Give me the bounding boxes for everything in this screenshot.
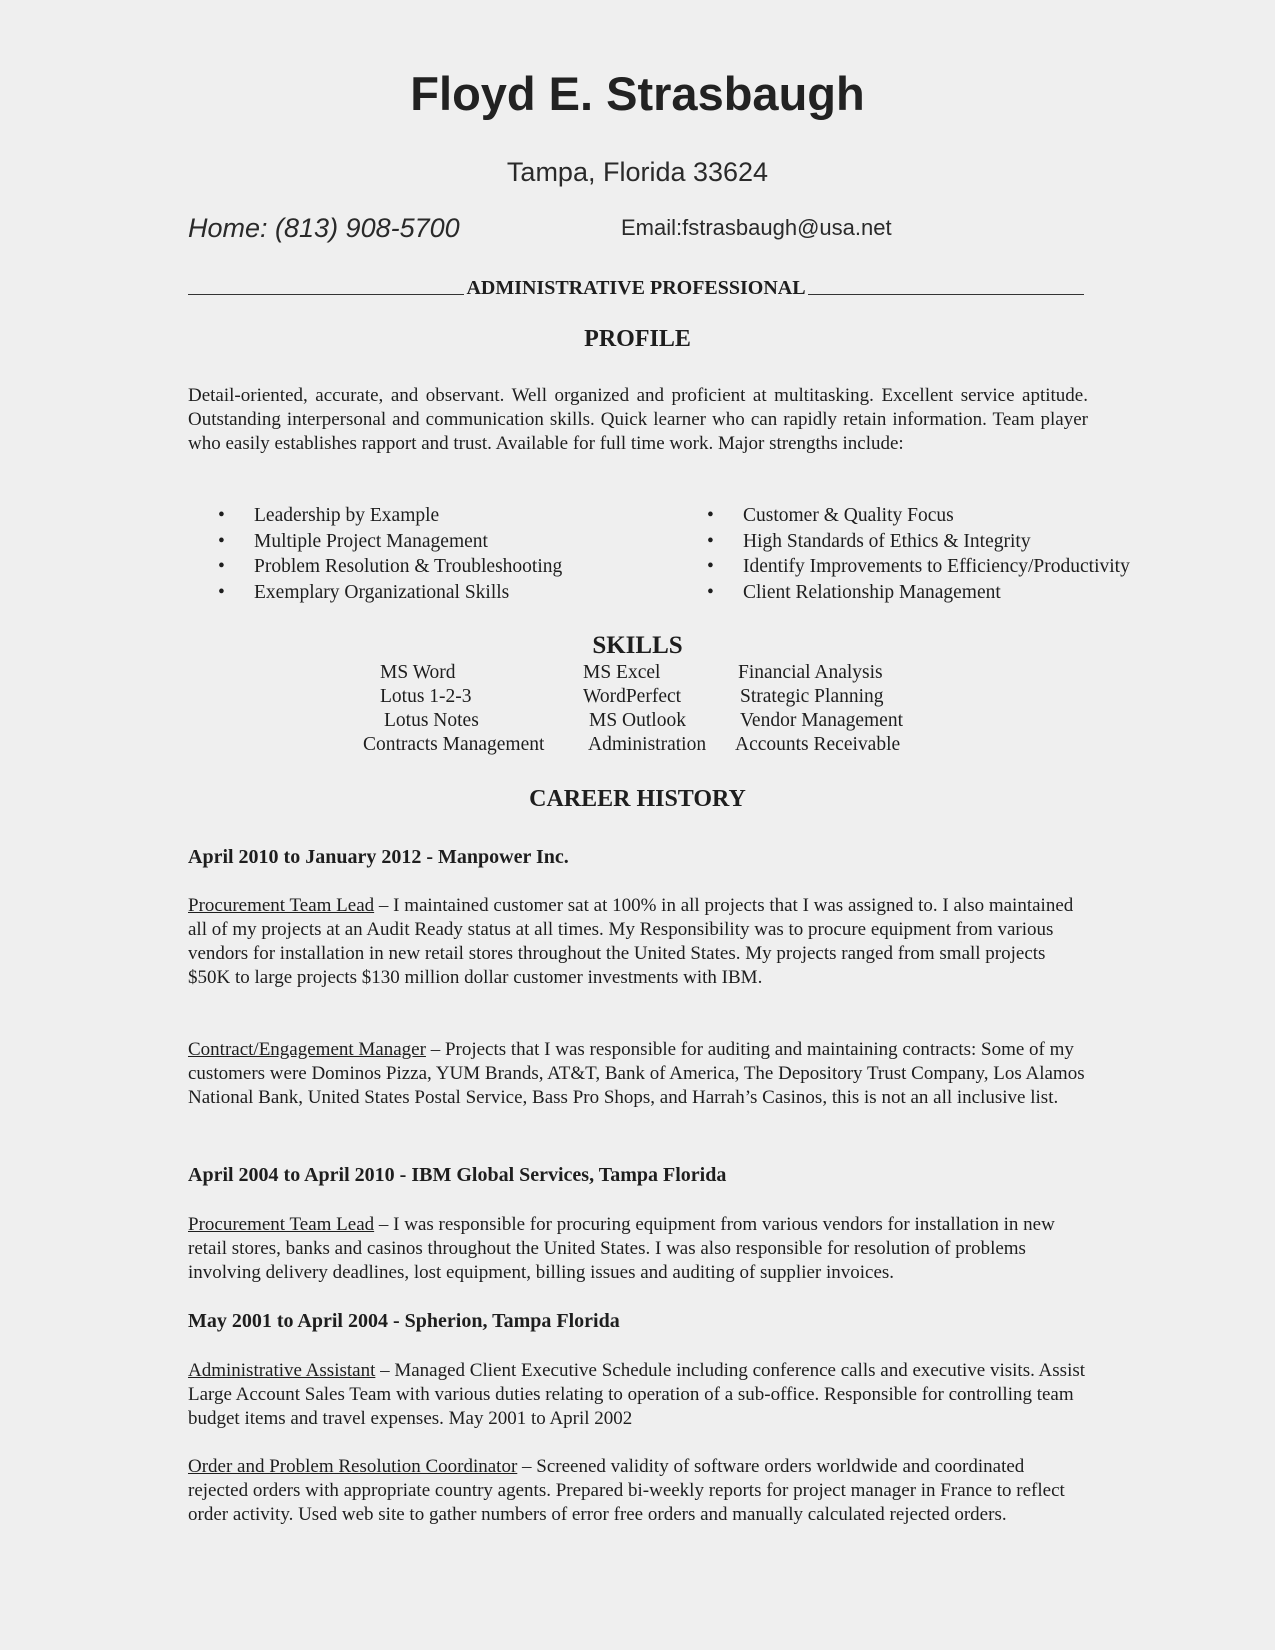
role-description: – I maintained customer sat at 100% in all projects that I was assigned to. I also maintained all of my projects at an Audit Ready status at all times. My Responsibility was to procure equipment from various vendors for installation in new retail stores throughout the United States. My projects ranged from small projects $50K to large projects $130 million dollar customer investments with IBM.: [188, 895, 1074, 988]
skill-item: Contracts Management: [363, 734, 545, 755]
role-description: – I was responsible for procuring equipment from various vendors for installation in new retail stores, banks and casinos throughout the United States. I was also responsible for resolution of problems involving delivery deadlines, lost equipment, billing issues and auditing of supplier invoices.: [188, 1214, 1055, 1283]
banner-title: ADMINISTRATIVE PROFESSIONAL: [466, 277, 806, 299]
role-title: Order and Problem Resolution Coordinator: [188, 1456, 518, 1477]
applicant-phone: Home: (813) 908-5700: [188, 213, 460, 243]
role-title: Administrative Assistant: [188, 1360, 376, 1381]
skill-item: Financial Analysis: [738, 662, 883, 683]
skill-item: Lotus Notes: [384, 710, 479, 731]
list-item: [707, 529, 1130, 555]
list-item: [218, 580, 562, 606]
job-header: April 2004 to April 2010 - IBM Global Services, Tampa Florida: [188, 1164, 727, 1186]
strength-label: Problem Resolution & Troubleshooting: [254, 556, 563, 577]
job-header: April 2010 to January 2012 - Manpower Inc.: [188, 846, 569, 868]
role-title: Procurement Team Lead: [188, 895, 375, 916]
role-entry: [188, 1455, 1088, 1527]
skill-item: Administration: [588, 734, 707, 755]
skills-heading: SKILLS: [592, 632, 683, 659]
role-description: – Managed Client Executive Schedule including conference calls and executive visits. Assist Large Account Sales Team with various duties relating to operation of a sub-office. Responsible for controlling team budget items and travel expenses. May 2001 to April 2002: [188, 1360, 1086, 1429]
career-history-heading: CAREER HISTORY: [529, 786, 746, 812]
bullet-icon: •: [218, 530, 225, 552]
strength-label: Identify Improvements to Efficiency/Productivity: [743, 556, 1130, 577]
strengths-list-right: [707, 503, 1130, 605]
applicant-email: Email:fstrasbaugh@usa.net: [621, 215, 892, 240]
bullet-icon: •: [707, 556, 714, 577]
strength-label: Client Relationship Management: [743, 581, 1001, 603]
title-banner: [188, 277, 1084, 300]
role-title: Contract/Engagement Manager: [188, 1039, 426, 1060]
strength-label: Exemplary Organizational Skills: [254, 581, 510, 603]
list-item: [707, 503, 1130, 529]
applicant-name: Floyd E. Strasbaugh: [410, 67, 865, 120]
profile-heading: PROFILE: [584, 326, 691, 352]
strength-label: High Standards of Ethics & Integrity: [743, 530, 1031, 552]
skill-item: MS Excel: [583, 662, 661, 683]
skill-item: Vendor Management: [740, 710, 903, 731]
bullet-icon: •: [707, 581, 714, 603]
role-title: Procurement Team Lead: [188, 1214, 375, 1235]
bullet-icon: •: [218, 556, 225, 577]
role-entry: [188, 1359, 1088, 1431]
skill-item: WordPerfect: [583, 686, 682, 707]
profile-summary: Detail-oriented, accurate, and observant. Well organized and proficient at multitasking. Excellent service aptitude. Outstanding interpersonal and communication skills. Quick learner who can rapidly retain information. Team player who easily establishes rapport and trust. Available for full time work. Major strengths include:: [188, 385, 1088, 454]
role-entry: [188, 1213, 1088, 1285]
bullet-icon: •: [707, 505, 714, 526]
skill-item: MS Word: [380, 662, 456, 683]
strength-label: Multiple Project Management: [254, 530, 488, 552]
strength-label: Customer & Quality Focus: [743, 505, 954, 526]
strength-label: Leadership by Example: [254, 505, 440, 526]
job-header: May 2001 to April 2004 - Spherion, Tampa Florida: [188, 1310, 620, 1332]
banner-rule-right: [808, 294, 1084, 295]
skill-item: Strategic Planning: [740, 686, 884, 707]
list-item: [707, 554, 1130, 580]
list-item: [707, 580, 1130, 606]
role-description: – Projects that I was responsible for auditing and maintaining contracts: Some of my customers were Dominos Pizza, YUM Brands, AT&T, Bank of America, The Depository Trust Company, Los Alamos National Bank, United States Postal Service, Bass Pro Shops, and Harrah’s Casinos, this is not an all inclusive list.: [188, 1039, 1085, 1108]
banner-rule-left: [188, 294, 464, 295]
skill-item: Lotus 1-2-3: [380, 686, 472, 707]
role-entry: [188, 1038, 1088, 1110]
applicant-location: Tampa, Florida 33624: [506, 157, 769, 187]
bullet-icon: •: [218, 581, 225, 603]
role-entry: [188, 894, 1088, 990]
list-item: [218, 554, 562, 580]
skill-item: Accounts Receivable: [735, 734, 901, 755]
bullet-icon: •: [218, 505, 225, 526]
strengths-list-left: [218, 503, 562, 605]
role-description: – Screened validity of software orders worldwide and coordinated rejected orders with appropriate country agents. Prepared bi-weekly reports for project manager in France to reflect order activity. Used web site to gather numbers of error free orders and manually calculated rejected orders.: [188, 1456, 1065, 1525]
bullet-icon: •: [707, 530, 714, 552]
list-item: [218, 529, 562, 555]
skill-item: MS Outlook: [589, 710, 686, 731]
list-item: [218, 503, 562, 529]
